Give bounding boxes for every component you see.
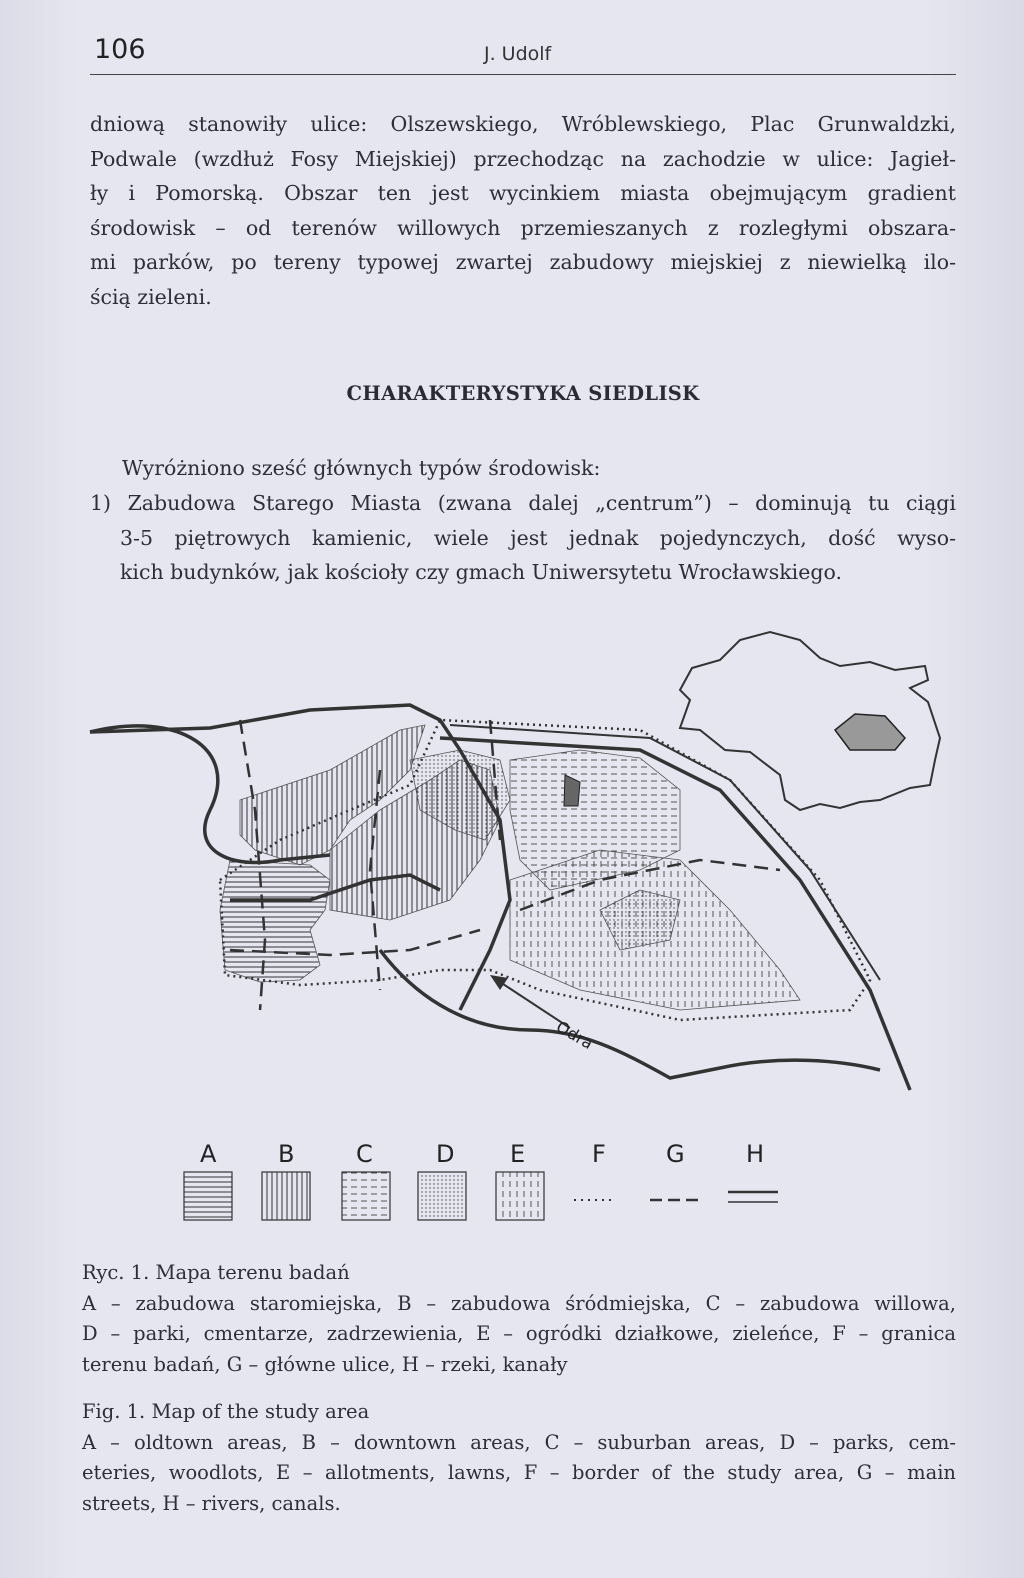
types-intro: Wyróżniono sześć głównych typów środowisk: [122, 456, 601, 480]
figure-caption-english [82, 1397, 956, 1519]
text-line: 1) Zabudowa Starego Miasta (zwana dalej „centrum”) – dominują tu ciągi [90, 491, 956, 515]
caption-line: A – zabudowa staromiejska, B – zabudowa śródmiejska, C – zabudowa willowa, [82, 1291, 956, 1315]
caption-line: eteries, woodlots, E – allotments, lawns, F – border of the study area, G – main [82, 1461, 956, 1484]
legend-item-f [574, 1140, 614, 1200]
text-line: dniową stanowiły ulice: Olszewskiego, Wróblewskiego, Plac Grunwaldzki, [90, 112, 956, 136]
page-number: 106 [94, 34, 146, 65]
caption-title: Ryc. 1. Mapa terenu badań [82, 1261, 350, 1284]
inset-city-outline [680, 632, 940, 810]
text-line: ścią zieleni. [90, 284, 212, 309]
legend-letter: C [356, 1140, 373, 1168]
legend-item-d [418, 1140, 466, 1220]
caption-title: Fig. 1. Map of the study area [82, 1400, 370, 1423]
legend-letter: G [666, 1140, 685, 1168]
running-head: J. Udolf [484, 43, 552, 65]
text-line: mi parków, po tereny typowej zwartej zabudowy miejskiej z niewielką ilo- [90, 250, 956, 275]
legend-item-a [184, 1140, 232, 1220]
text-line: Podwale (wzdłuż Fosy Miejskiej) przechodząc na zachodzie w ulice: Jagieł- [90, 146, 956, 171]
legend-letter: D [436, 1140, 455, 1168]
section-heading: CHARAKTERYSTYKA SIEDLISK [346, 382, 700, 405]
page-header [90, 34, 956, 75]
figure-caption-polish [82, 1258, 956, 1380]
legend-letter: A [200, 1140, 217, 1168]
legend-item-c [342, 1140, 390, 1220]
legend-item-h [728, 1140, 778, 1202]
legend-item-b [262, 1140, 310, 1220]
legend-item-e [496, 1140, 544, 1220]
river-label: Odra [553, 1017, 597, 1054]
intro-paragraph [90, 107, 956, 315]
legend-letter: B [278, 1140, 295, 1168]
caption-line: streets, H – rivers, canals. [82, 1491, 341, 1515]
legend-letter: H [746, 1140, 765, 1168]
river-flow-arrow [490, 975, 570, 1028]
text-line: kich budynków, jak kościoły czy gmach Uniwersytetu Wrocławskiego. [120, 560, 842, 585]
map-areas [220, 725, 800, 1010]
legend-item-g [650, 1140, 704, 1200]
map-legend [184, 1140, 778, 1220]
caption-line: D – parki, cmentarze, zadrzewienia, E – ogródki działkowe, zieleńce, F – granica [82, 1322, 956, 1345]
caption-line: terenu badań, G – główne ulice, H – rzeki, kanały [82, 1352, 568, 1376]
list-item-1 [90, 486, 956, 590]
caption-line: A – oldtown areas, B – downtown areas, C – suburban areas, D – parks, cem- [82, 1430, 956, 1454]
legend-letter: F [592, 1140, 606, 1168]
text-line: środowisk – od terenów willowych przemieszanych z rozległymi obszara- [90, 215, 956, 240]
legend-letter: E [510, 1140, 526, 1168]
study-area-map [80, 610, 960, 1250]
text-line: ły i Pomorską. Obszar ten jest wycinkiem miasta obejmującym gradient [90, 181, 956, 206]
text-line: 3-5 piętrowych kamienic, wiele jest jednak pojedynczych, dość wyso- [120, 525, 956, 550]
